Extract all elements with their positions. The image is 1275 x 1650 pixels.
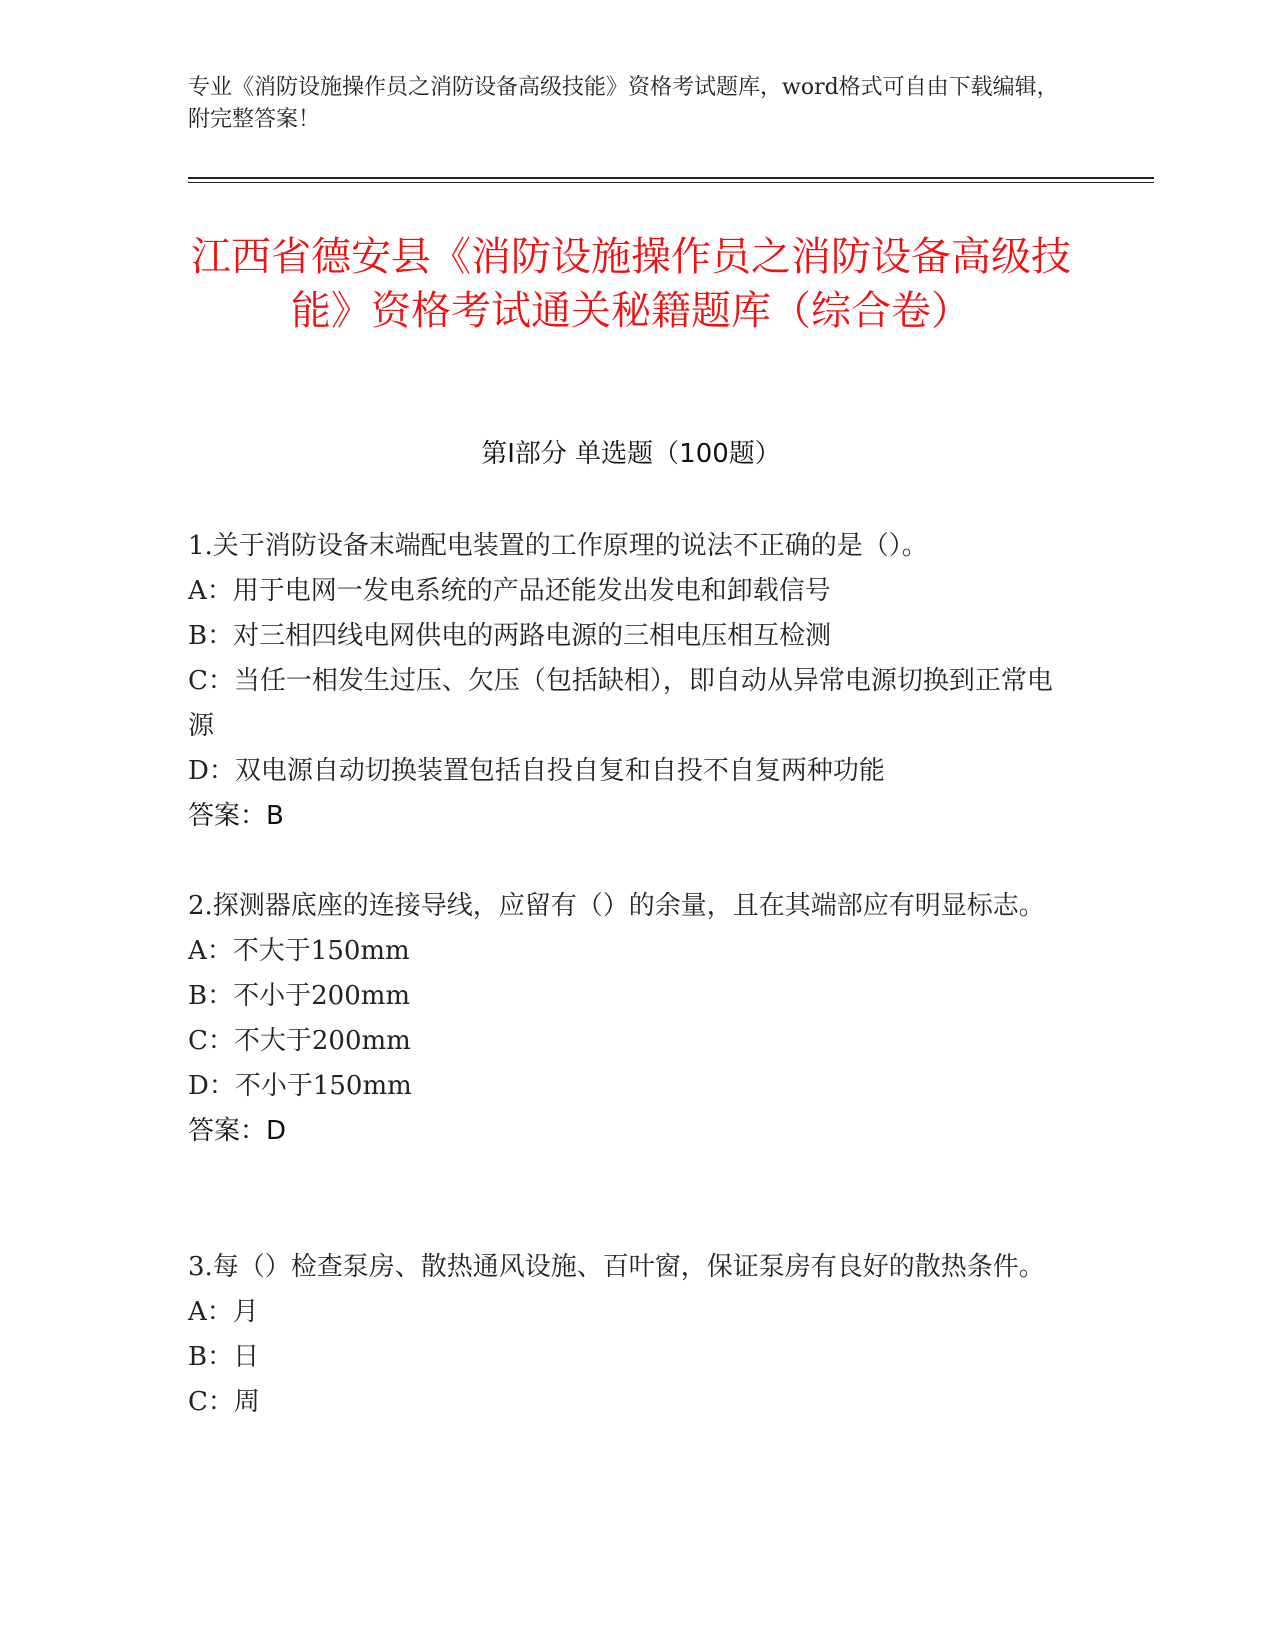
- answer-label: 答案：D: [188, 1116, 287, 1146]
- header-divider-thick: [188, 177, 1154, 179]
- header-divider-thin: [188, 182, 1154, 183]
- answer-label: 答案：B: [188, 801, 284, 831]
- option-b: B：对三相四线电网供电的两路电源的三相电压相互检测: [188, 621, 832, 651]
- document-title: 江西省德安县《消防设施操作员之消防设备高级技能》资格考试通关秘籍题库（综合卷）: [191, 234, 1071, 334]
- option-b: B：日: [188, 1342, 260, 1372]
- question-3: [188, 1245, 1068, 1425]
- question-stem: 2.探测器底座的连接导线，应留有（）的余量，且在其端部应有明显标志。: [188, 891, 1045, 921]
- question-2: [188, 884, 1068, 1154]
- option-d: D：不小于150mm: [188, 1071, 412, 1101]
- question-1: [188, 524, 1068, 839]
- option-a: A：用于电网一发电系统的产品还能发出发电和卸载信号: [188, 576, 831, 606]
- option-c: C：周: [188, 1387, 260, 1417]
- section-heading: 第I部分 单选题（100题）: [481, 439, 781, 469]
- header-note: 专业《消防设施操作员之消防设备高级技能》资格考试题库，word格式可自由下载编辑，附完整答案！: [188, 75, 1059, 132]
- option-c: C：不大于200mm: [188, 1026, 411, 1056]
- question-stem: 3.每（）检查泵房、散热通风设施、百叶窗，保证泵房有良好的散热条件。: [188, 1252, 1045, 1282]
- option-b: B：不小于200mm: [188, 981, 411, 1011]
- option-a: A：不大于150mm: [188, 936, 410, 966]
- option-d: D：双电源自动切换装置包括自投自复和自投不自复两种功能: [188, 756, 885, 786]
- option-c: C：当任一相发生过压、欠压（包括缺相），即自动从异常电源切换到正常电源: [188, 666, 1053, 741]
- option-a: A：月: [188, 1297, 259, 1327]
- question-stem: 1.关于消防设备末端配电装置的工作原理的说法不正确的是（）。: [188, 531, 928, 561]
